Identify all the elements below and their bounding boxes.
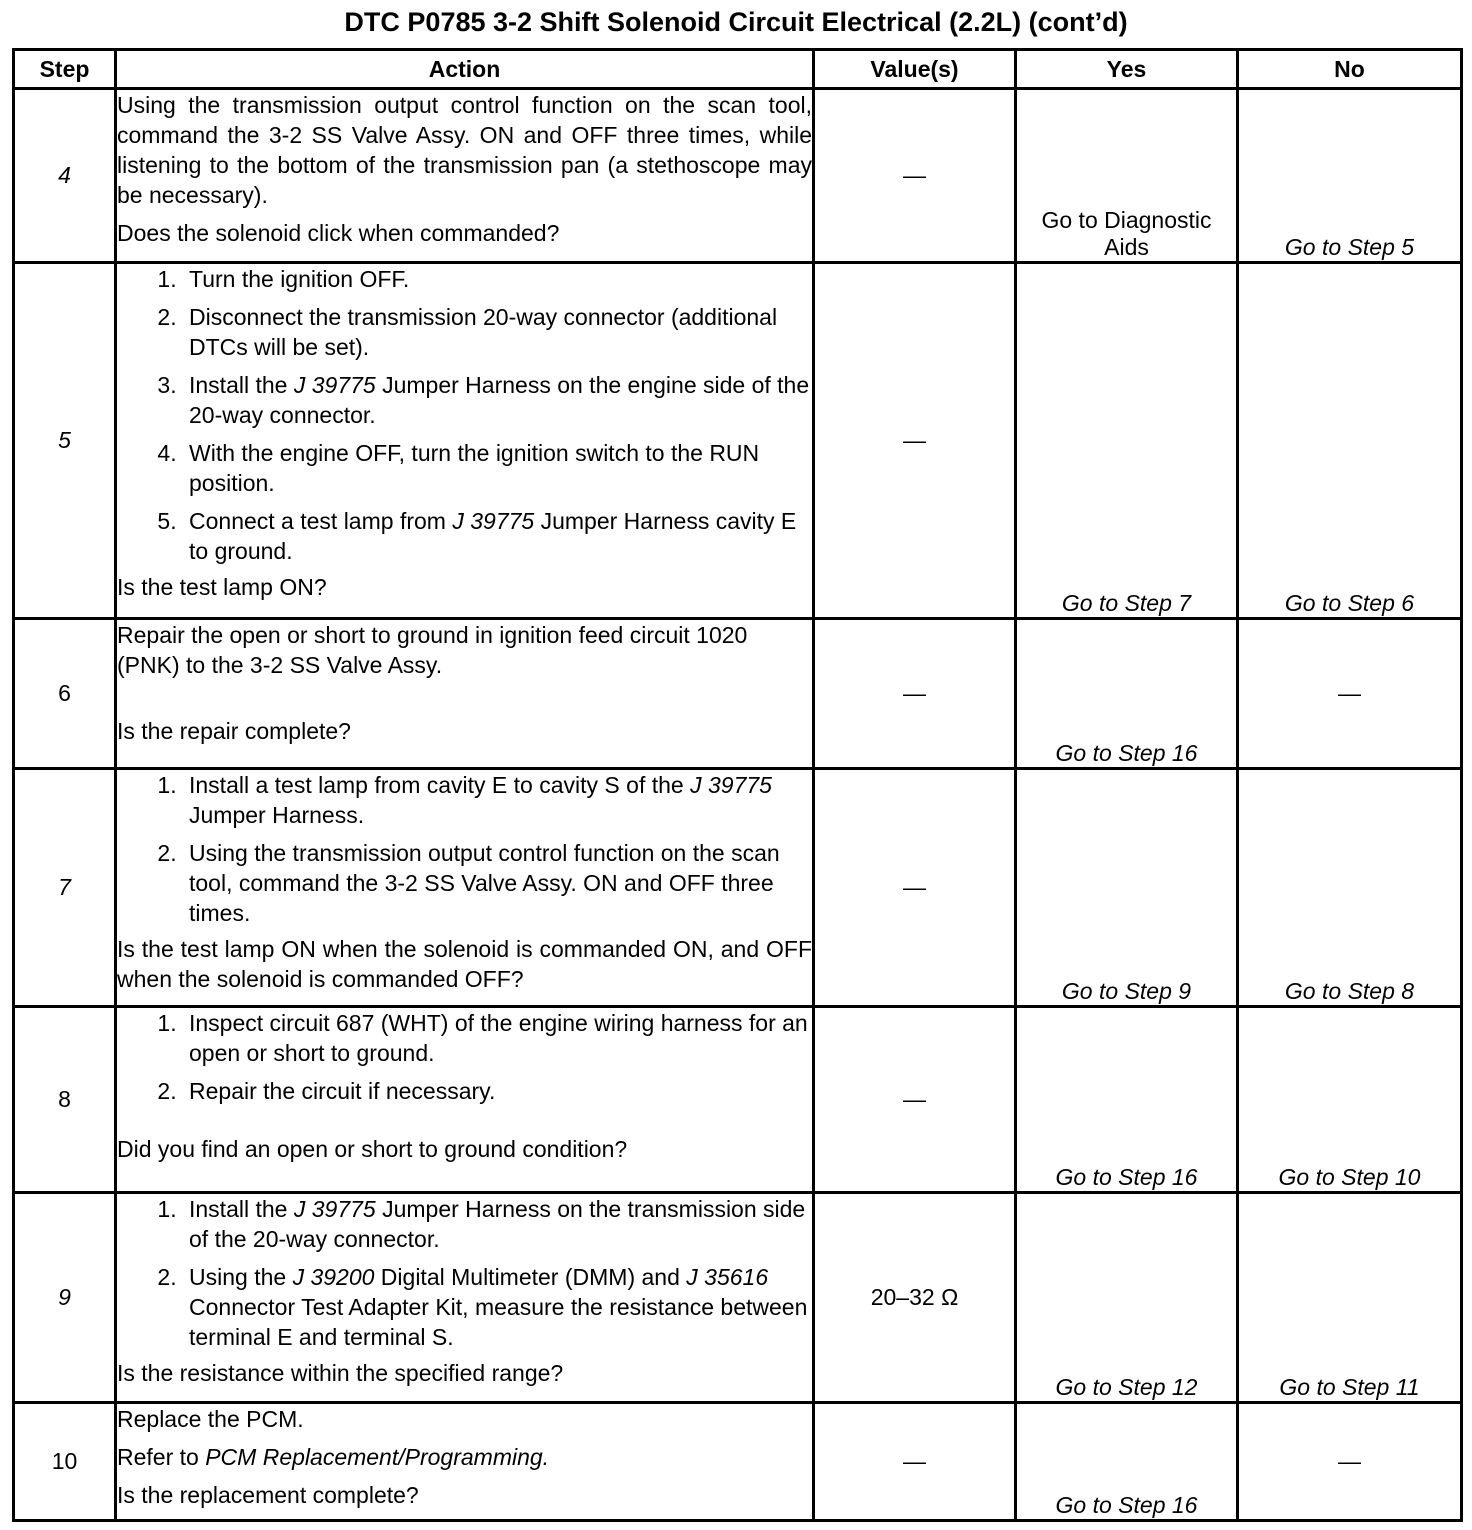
action-cell (116, 263, 814, 619)
value-cell: — (814, 263, 1016, 619)
action-question: Is the repair complete? (117, 718, 351, 744)
action-text: Replace the PCM. (117, 1406, 304, 1432)
step-number: 10 (14, 1403, 116, 1521)
step-number: 5 (14, 263, 116, 619)
action-cell (116, 769, 814, 1007)
no-cell: — (1238, 619, 1462, 769)
value-cell: — (814, 89, 1016, 263)
yes-cell (1016, 89, 1238, 263)
yes-cell: Go to Step 16 (1016, 1007, 1238, 1193)
yes-cell: Go to Step 9 (1016, 769, 1238, 1007)
action-text: Using the transmission output control function on the scan tool, command the 3-2 SS Valve Assy. ON and OFF three times, while listening to the bottom of the transmission pan (a stethoscope may be necessary). (117, 92, 812, 208)
step-number: 4 (14, 89, 116, 263)
value-cell: — (814, 1403, 1016, 1521)
yes-cell: Go to Step 7 (1016, 263, 1238, 619)
no-cell: Go to Step 6 (1238, 263, 1462, 619)
list-item: 5. Connect a test lamp from J 39775 Jumper Harness cavity E to ground. (183, 506, 812, 566)
action-question: Is the replacement complete? (117, 1482, 419, 1508)
yes-cell: Go to Step 16 (1016, 1403, 1238, 1521)
action-list (117, 264, 812, 566)
no-cell: — (1238, 1403, 1462, 1521)
table-row (14, 1403, 1462, 1521)
action-cell (116, 619, 814, 769)
no-cell: Go to Step 8 (1238, 769, 1462, 1007)
action-cell (116, 89, 814, 263)
list-item: 2. Using the J 39200 Digital Multimeter (DMM) and J 35616 Connector Test Adapter Kit, measure the resistance between terminal E and terminal S. (183, 1262, 812, 1352)
table-row (14, 89, 1462, 263)
header-no: No (1238, 50, 1462, 89)
yes-cell: Go to Step 16 (1016, 619, 1238, 769)
action-question: Is the resistance within the specified range? (117, 1360, 564, 1386)
table-row (14, 619, 1462, 769)
tool-reference: J 39775 (690, 772, 772, 798)
header-values: Value(s) (814, 50, 1016, 89)
tool-reference: J 39775 (452, 508, 535, 534)
action-refer: Refer to PCM Replacement/Programming. (117, 1444, 550, 1470)
action-text: Repair the open or short to ground in ignition feed circuit 1020 (PNK) to the 3-2 SS Valve Assy. (117, 622, 748, 678)
action-list (117, 770, 812, 928)
table-row (14, 1193, 1462, 1403)
diagnostic-table (12, 48, 1463, 1522)
header-action: Action (116, 50, 814, 89)
table-row (14, 769, 1462, 1007)
tool-reference: J 39200 (292, 1264, 375, 1290)
value-cell: 20–32 Ω (814, 1193, 1016, 1403)
tool-reference: J 35616 (686, 1264, 769, 1290)
value-cell: — (814, 769, 1016, 1007)
table-row (14, 263, 1462, 619)
action-cell (116, 1007, 814, 1193)
list-item: 2. Disconnect the transmission 20-way connector (additional DTCs will be set). (183, 302, 812, 362)
value-cell: — (814, 1007, 1016, 1193)
list-item: 1. Install a test lamp from cavity E to cavity S of the J 39775 Jumper Harness. (183, 770, 812, 830)
list-item: 4. With the engine OFF, turn the ignition switch to the RUN position. (183, 438, 812, 498)
list-item: 2. Using the transmission output control function on the scan tool, command the 3-2 SS Valve Assy. ON and OFF three times. (183, 838, 812, 928)
action-question: Is the test lamp ON? (117, 574, 327, 600)
header-yes: Yes (1016, 50, 1238, 89)
step-number: 6 (14, 619, 116, 769)
yes-cell: Go to Step 12 (1016, 1193, 1238, 1403)
list-item: 1. Turn the ignition OFF. (183, 264, 812, 294)
value-cell: — (814, 619, 1016, 769)
no-cell: Go to Step 11 (1238, 1193, 1462, 1403)
action-question: Is the test lamp ON when the solenoid is commanded ON, and OFF when the solenoid is commanded OFF? (117, 936, 812, 992)
step-number: 7 (14, 769, 116, 1007)
tool-reference: J 39775 (293, 372, 376, 398)
table-row (14, 1007, 1462, 1193)
table-header-row (14, 50, 1462, 89)
action-cell (116, 1403, 814, 1521)
tool-reference: J 39775 (293, 1196, 376, 1222)
no-cell: Go to Step 5 (1238, 89, 1462, 263)
action-question: Did you find an open or short to ground condition? (117, 1136, 628, 1162)
action-list (117, 1008, 812, 1106)
page-title: DTC P0785 3-2 Shift Solenoid Circuit Electrical (2.2L) (cont’d) (344, 7, 1128, 37)
list-item: 1. Install the J 39775 Jumper Harness on the transmission side of the 20-way connector. (183, 1194, 812, 1254)
list-item: 1. Inspect circuit 687 (WHT) of the engine wiring harness for an open or short to ground. (183, 1008, 812, 1068)
step-number: 8 (14, 1007, 116, 1193)
procedure-link[interactable]: PCM Replacement/Programming. (205, 1444, 550, 1470)
list-item: 2. Repair the circuit if necessary. (183, 1076, 812, 1106)
action-question: Does the solenoid click when commanded? (117, 220, 560, 246)
yes-text: Go to Diagnostic Aids (1041, 207, 1212, 260)
header-step: Step (14, 50, 116, 89)
action-list (117, 1194, 812, 1352)
action-cell (116, 1193, 814, 1403)
step-number: 9 (14, 1193, 116, 1403)
no-cell: Go to Step 10 (1238, 1007, 1462, 1193)
list-item: 3. Install the J 39775 Jumper Harness on the engine side of the 20-way connector. (183, 370, 812, 430)
